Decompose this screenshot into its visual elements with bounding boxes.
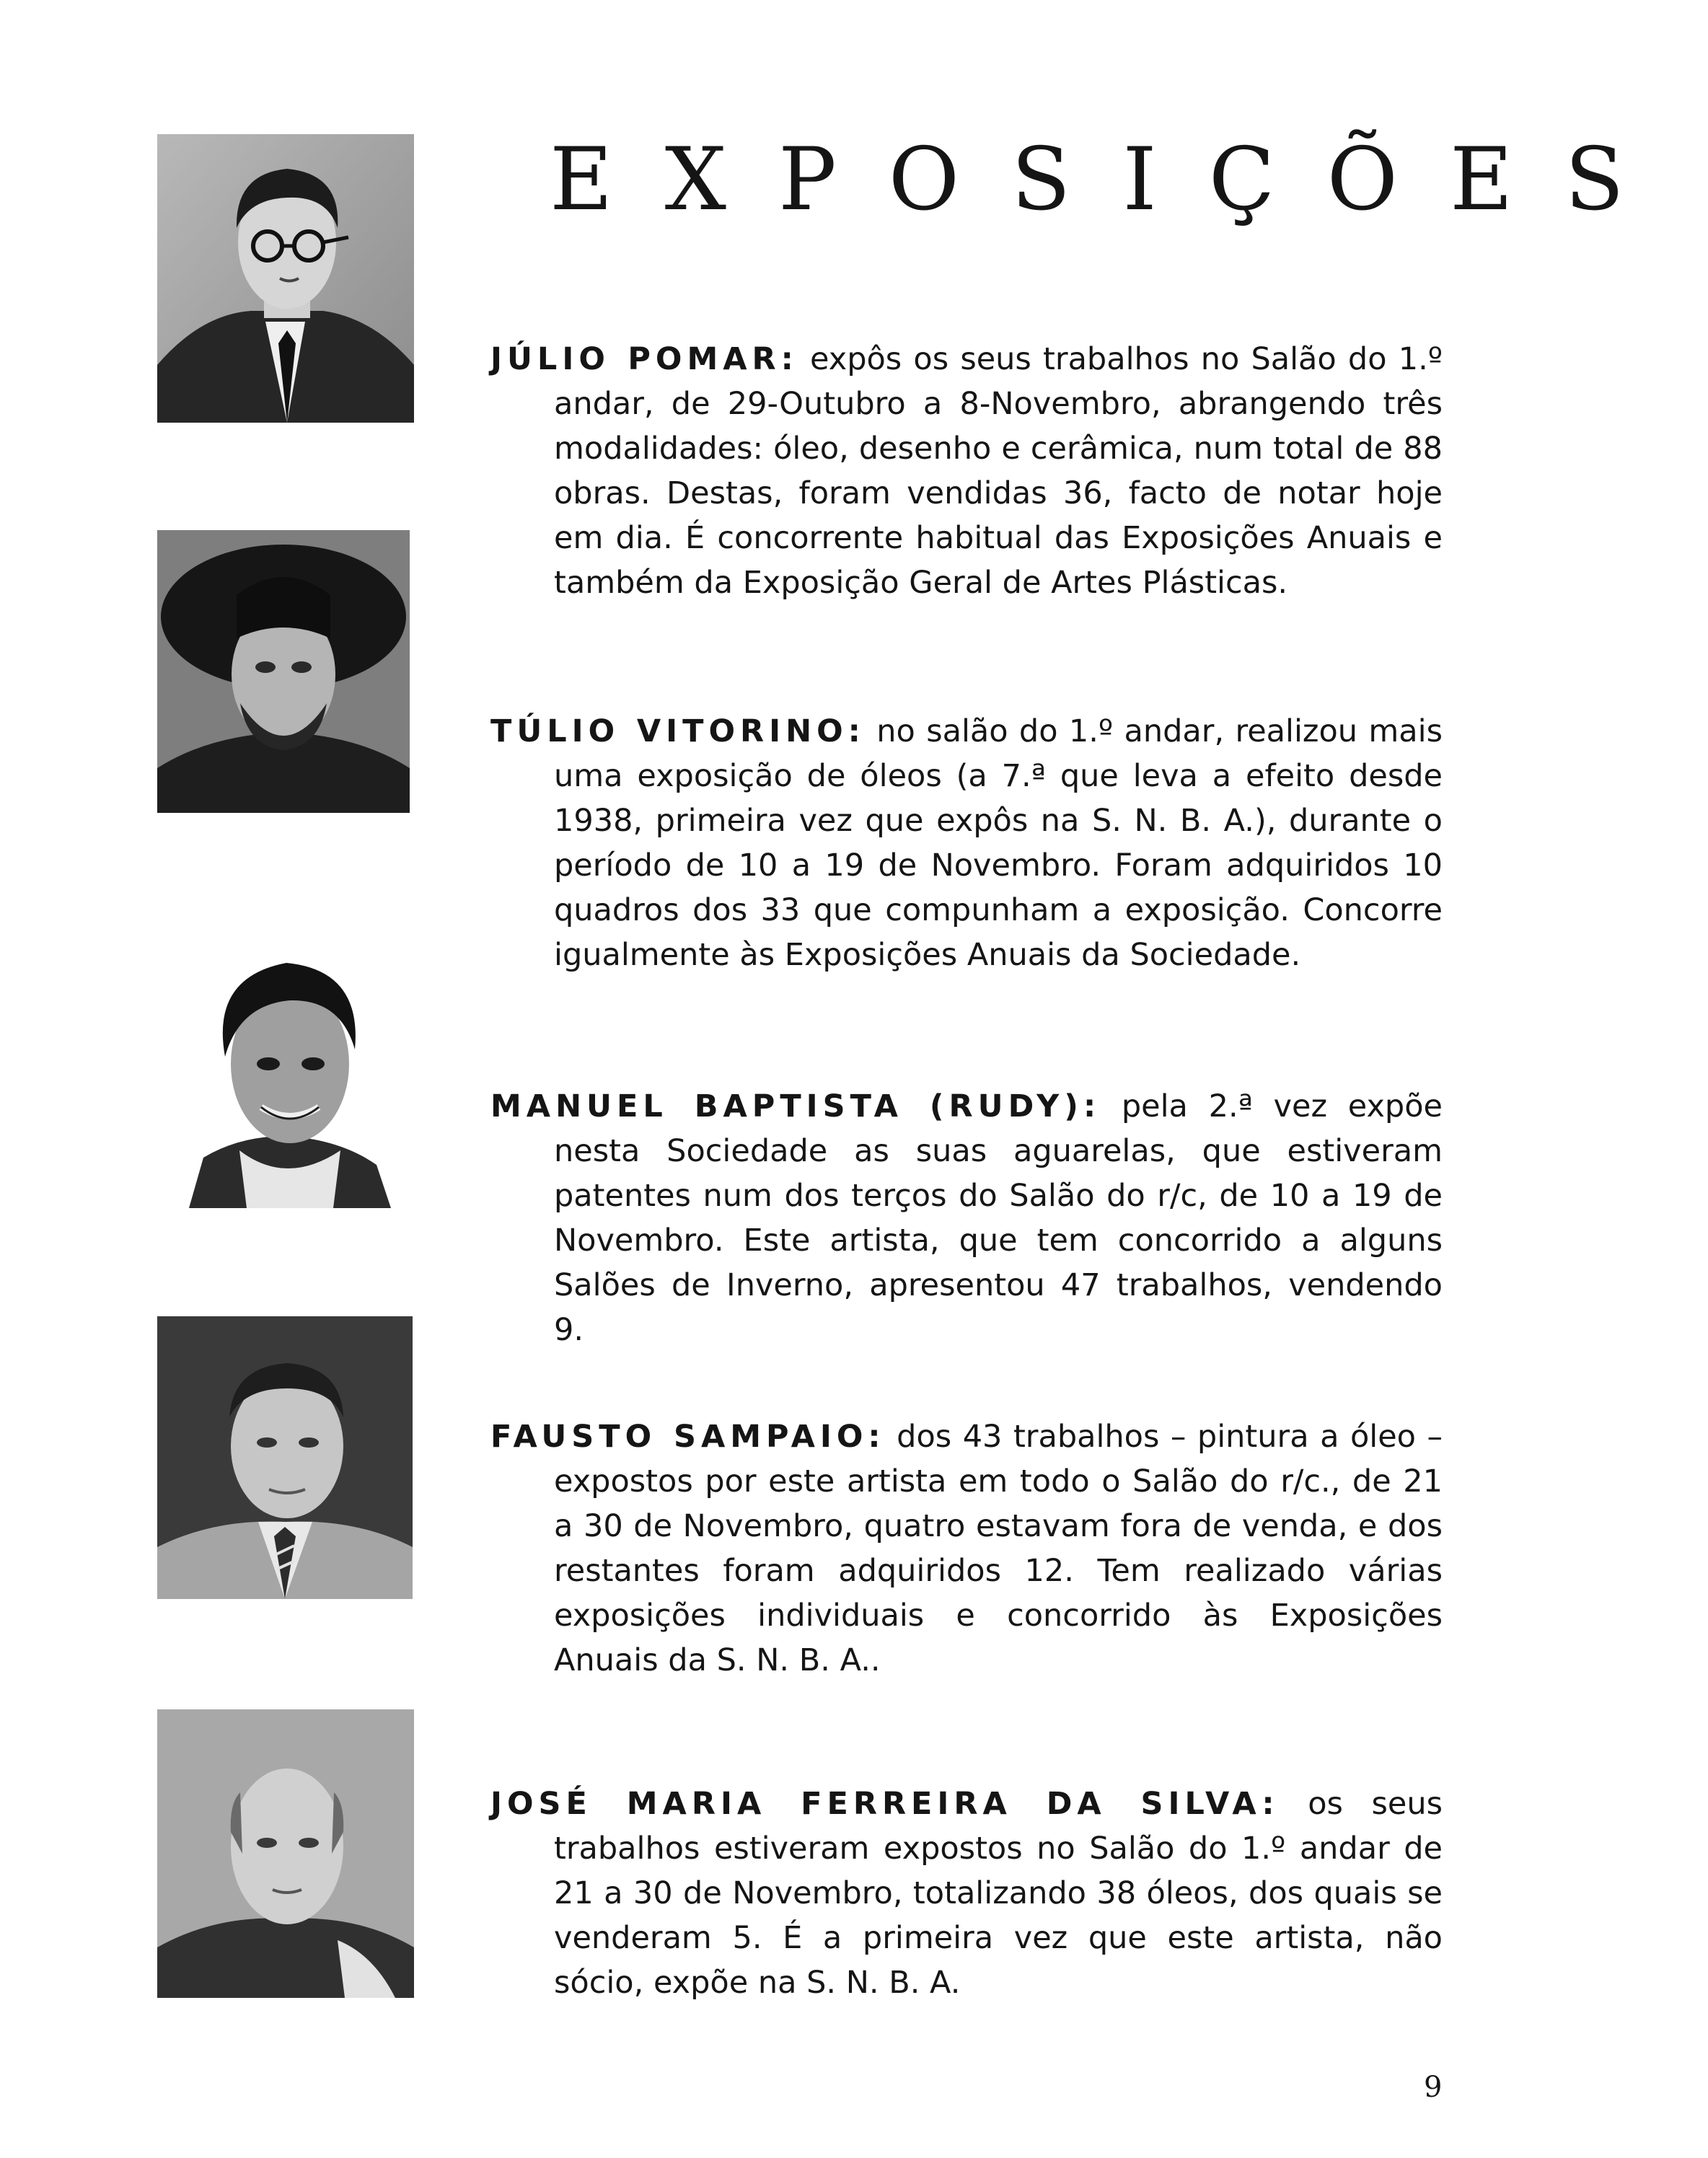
entry-text: expôs os seus trabalhos no Salão do 1.º andar, de 29-Outubro a 8-Novembro, abrangendo três modalidades: óleo, desenho e cerâmica, num total de 88 obras. Destas, foram vendidas 36, facto de notar hoje em dia. É concorrente habitual das Exposições Anuais e também da Exposição Geral de Artes Plásticas. [554,341,1443,601]
entry-text: dos 43 trabalhos – pintura a óleo – expostos por este artista em todo o Salão do r/c., de 21 a 30 de Novembro, quatro estavam fora de venda, e dos restantes foram adquiridos 12. Tem realizado várias exposições individuais e concorrido às Exposições Anuais da S. N. B. A.. [554,1419,1443,1678]
portrait-julio-pomar [157,134,414,423]
entry-text: no salão do 1.º andar, realizou mais uma exposição de óleos (a 7.ª que leva a efeito desde 1938, primeira vez que expôs na S. N. B. A.), durante o período de 10 a 19 de Novembro. Foram adquiridos 10 quadros dos 33 que compunham a exposição. Concorre igualmente às Exposições Anuais da Sociedade. [554,713,1443,973]
entry-text: pela 2.ª vez expõe nesta Sociedade as suas aguarelas, que estiveram patentes num dos terços do Salão do r/c, de 10 a 19 de Novembro. Este artista, que tem concorrido a alguns Salões de Inverno, apresentou 47 trabalhos, vendendo 9. [554,1088,1443,1348]
entry-text: os seus trabalhos estiveram expostos no Salão do 1.º andar de 21 a 30 de Novembro, totalizando 38 óleos, dos quais se venderam 5. É a primeira vez que este artista, não sócio, expõe na S. N. B. A. [554,1786,1443,2001]
portrait-manuel-baptista [160,920,417,1208]
entry-tulio-vitorino [490,709,1443,977]
entry-julio-pomar [490,337,1443,605]
artist-name: FAUSTO SAMPAIO: [490,1419,886,1455]
entry-fausto-sampaio [490,1414,1443,1683]
entry-manuel-baptista [490,1084,1443,1352]
page-title: EXPOSIÇÕES [550,130,1676,230]
artist-name: TÚLIO VITORINO: [490,713,866,749]
portrait-fausto-sampaio [157,1316,413,1599]
page-number: 9 [1424,2071,1443,2104]
portrait-tulio-vitorino [157,530,410,813]
artist-name: JOSÉ MARIA FERREIRA DA SILVA: [490,1786,1280,1822]
entry-jose-maria-ferreira-da-silva [490,1782,1443,2005]
portrait-jose-maria-ferreira-da-silva [157,1709,414,1998]
artist-name: JÚLIO POMAR: [490,341,798,377]
artist-name: MANUEL BAPTISTA (RUDY): [490,1088,1101,1124]
